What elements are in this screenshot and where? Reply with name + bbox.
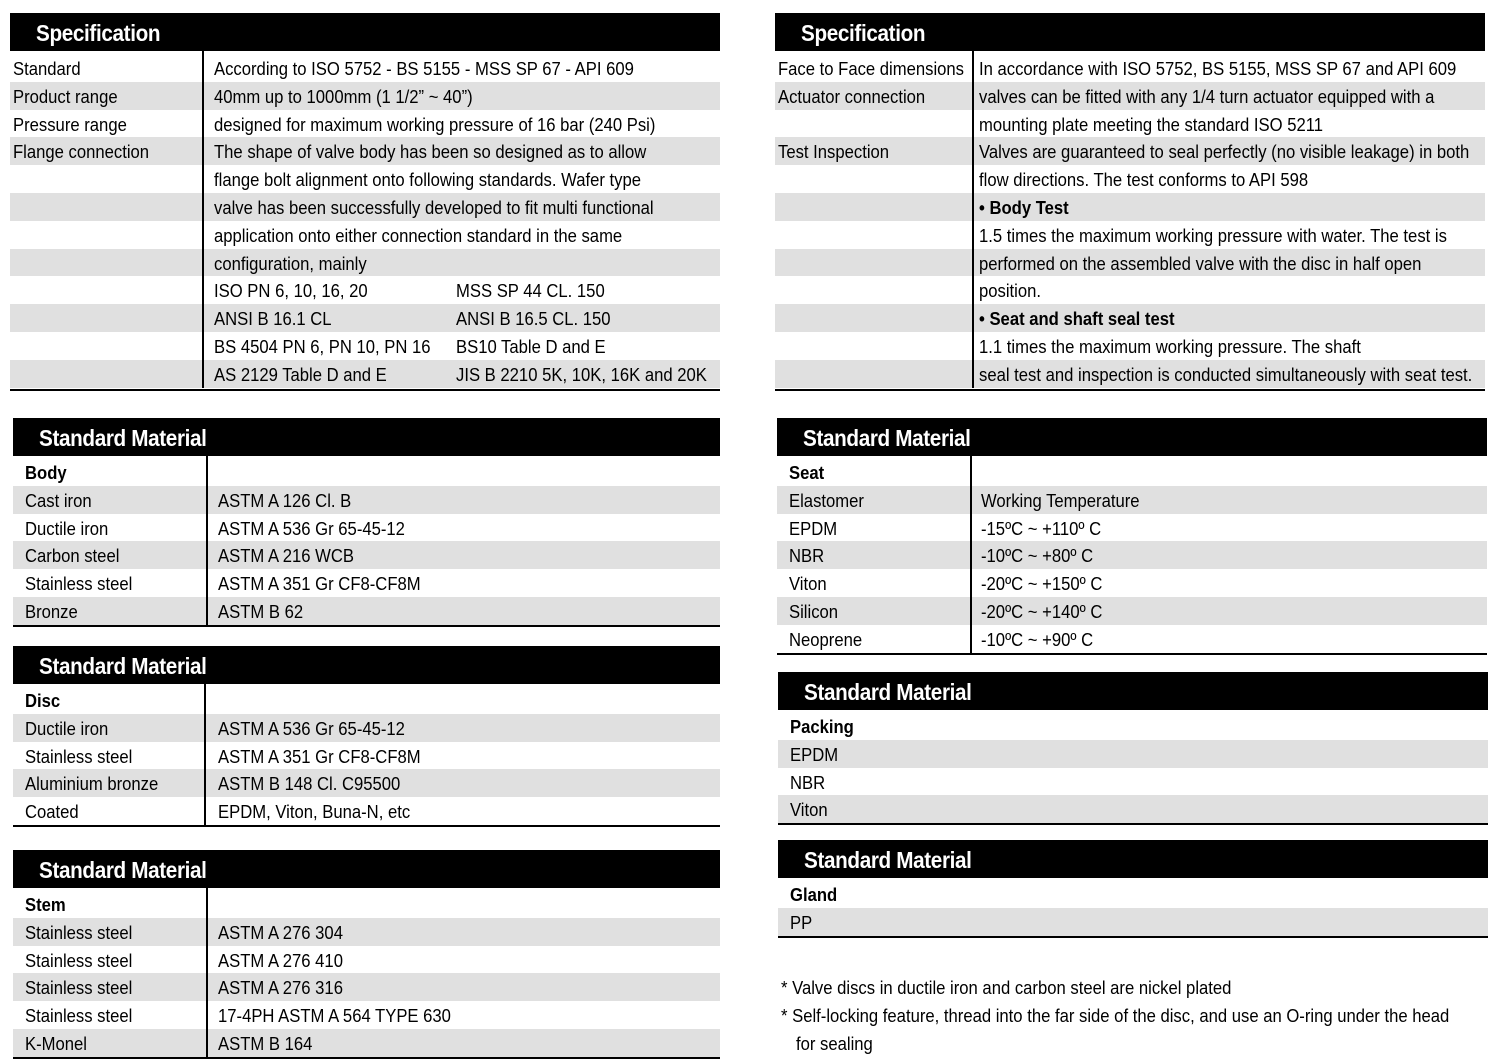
material-seat-title: Standard Material — [803, 425, 971, 451]
spec-right-row — [775, 276, 1485, 304]
material-body-title: Standard Material — [39, 425, 207, 451]
material-stem-header — [13, 850, 720, 888]
material-body-heading-row — [13, 458, 720, 486]
spec-left-header — [10, 13, 720, 51]
spec-right-row — [775, 82, 1485, 110]
material-seat-table — [777, 456, 1487, 655]
material-seat-row — [777, 597, 1487, 625]
spec-left-row — [10, 54, 720, 82]
material-disc-cell-0: Stainless steel — [25, 745, 133, 767]
spec-left-row — [10, 137, 720, 165]
material-seat-cell-0: Neoprene — [789, 628, 863, 650]
spec-left-row — [10, 110, 720, 138]
material-body-row — [13, 569, 720, 597]
material-packing-table — [778, 710, 1488, 825]
spec-right-row — [775, 332, 1485, 360]
spec-left-bottom-rule — [10, 389, 720, 391]
material-body-cell-1: ASTM A 351 Gr CF8-CF8M — [218, 573, 421, 595]
material-body-row — [13, 597, 720, 625]
spec-left-cell-2: MSS SP 44 CL. 150 — [456, 280, 605, 302]
material-disc-cell-1: EPDM, Viton, Buna-N, etc — [218, 801, 411, 823]
material-seat-row — [777, 486, 1487, 514]
material-stem-cell-0: Stainless steel — [25, 921, 133, 943]
material-stem-bottom-rule — [13, 1057, 720, 1059]
note-3: for sealing — [796, 1033, 873, 1054]
spec-left-row — [10, 193, 720, 221]
material-packing-cell-0: EPDM — [790, 743, 839, 765]
material-body-row — [13, 514, 720, 542]
material-disc-row — [13, 769, 720, 797]
material-seat-row — [777, 569, 1487, 597]
spec-left-cell-1: AS 2129 Table D and E — [214, 363, 387, 385]
spec-left-row — [10, 165, 720, 193]
material-packing-cell-0: Viton — [790, 799, 828, 821]
spec-right-row — [775, 193, 1485, 221]
material-gland-bottom-rule — [778, 936, 1488, 938]
material-packing-heading: Packing — [790, 716, 854, 737]
spec-left-row — [10, 249, 720, 277]
material-stem-title: Standard Material — [39, 857, 207, 883]
material-seat-cell-0: Elastomer — [789, 489, 864, 511]
material-stem-cell-0: Stainless steel — [25, 1005, 133, 1027]
note-1: * Valve discs in ductile iron and carbon steel are nickel plated — [781, 977, 1232, 998]
material-disc-row — [13, 742, 720, 770]
spec-left-row — [10, 304, 720, 332]
spec-right-table — [775, 51, 1485, 391]
material-seat-column-divider — [970, 455, 972, 653]
spec-right-cell-0: Actuator connection — [778, 85, 926, 107]
material-stem-section — [13, 850, 720, 1059]
material-stem-row — [13, 946, 720, 974]
spec-left-cell-0: Standard — [13, 58, 81, 79]
material-gland-cell-0: PP — [790, 911, 813, 933]
material-stem-cell-0: K-Monel — [25, 1032, 88, 1054]
spec-left-column-divider — [202, 50, 204, 388]
material-body-cell-0: Carbon steel — [25, 545, 120, 567]
material-body-table — [13, 456, 720, 627]
spec-right-row — [775, 360, 1485, 388]
spec-right-row — [775, 137, 1485, 165]
material-body-cell-1: ASTM A 216 WCB — [218, 545, 355, 567]
material-body-cell-0: Cast iron — [25, 489, 92, 511]
spec-left-cell-1: The shape of valve body has been so designed as to allow — [214, 141, 647, 163]
spec-right-cell-1: • Body Test — [979, 196, 1069, 218]
material-disc-cell-0: Coated — [25, 801, 79, 823]
spec-right-row — [775, 54, 1485, 82]
material-seat-cell-1: -20ºC ~ +140º C — [981, 600, 1103, 622]
spec-right-cell-0: Face to Face dimensions — [778, 58, 965, 79]
material-stem-cell-1: ASTM B 164 — [218, 1032, 313, 1054]
spec-right-row — [775, 249, 1485, 277]
material-gland-row — [778, 908, 1488, 936]
spec-left-cell-1: designed for maximum working pressure of 16 bar (240 Psi) — [214, 113, 656, 135]
material-body-bottom-rule — [13, 625, 720, 627]
material-body-row — [13, 486, 720, 514]
spec-right-cell-1: valves can be fitted with any 1/4 turn actuator equipped with a — [979, 85, 1435, 107]
material-stem-cell-0: Stainless steel — [25, 949, 133, 971]
spec-left-title: Specification — [36, 20, 161, 46]
spec-right-section — [775, 13, 1485, 391]
material-seat-cell-1: Working Temperature — [981, 489, 1140, 511]
material-disc-cell-1: ASTM A 351 Gr CF8-CF8M — [218, 745, 421, 767]
spec-left-cell-1: valve has been successfully developed to fit multi functional — [214, 196, 654, 218]
spec-left-cell-1: flange bolt alignment onto following standards. Wafer type — [214, 169, 641, 191]
material-body-cell-0: Stainless steel — [25, 573, 133, 595]
spec-left-cell-1: According to ISO 5752 - BS 5155 - MSS SP 67 - API 609 — [214, 58, 634, 79]
spec-right-cell-1: mounting plate meeting the standard ISO 5211 — [979, 113, 1324, 135]
spec-right-column-divider — [972, 50, 974, 388]
material-disc-title: Standard Material — [39, 653, 207, 679]
material-packing-header — [778, 672, 1488, 710]
spec-left-row — [10, 82, 720, 110]
material-stem-cell-1: 17-4PH ASTM A 564 TYPE 630 — [218, 1005, 451, 1027]
material-stem-heading: Stem — [25, 894, 66, 915]
material-stem-heading-row — [13, 890, 720, 918]
material-disc-heading-row — [13, 686, 720, 714]
material-disc-bottom-rule — [13, 825, 720, 827]
material-disc-cell-1: ASTM B 148 Cl. C95500 — [218, 773, 401, 795]
spec-right-cell-1: flow directions. The test conforms to API 598 — [979, 169, 1309, 191]
material-body-cell-1: ASTM B 62 — [218, 600, 304, 622]
spec-right-header — [775, 13, 1485, 51]
material-packing-cell-0: NBR — [790, 771, 826, 793]
material-packing-heading-row — [778, 712, 1488, 740]
material-disc-table — [13, 684, 720, 827]
material-packing-bottom-rule — [778, 823, 1488, 825]
spec-left-row — [10, 276, 720, 304]
material-stem-table — [13, 888, 720, 1059]
spec-left-cell-1: ANSI B 16.1 CL — [214, 308, 332, 330]
material-disc-heading: Disc — [25, 690, 61, 711]
material-packing-row — [778, 795, 1488, 823]
spec-right-cell-1: In accordance with ISO 5752, BS 5155, MSS SP 67 and API 609 — [979, 58, 1457, 79]
material-seat-bottom-rule — [777, 653, 1487, 655]
spec-right-row — [775, 165, 1485, 193]
material-seat-cell-1: -10ºC ~ +90º C — [981, 628, 1094, 650]
spec-right-cell-1: • Seat and shaft seal test — [979, 308, 1175, 330]
material-packing-row — [778, 740, 1488, 768]
material-seat-cell-0: NBR — [789, 545, 825, 567]
material-stem-cell-1: ASTM A 276 316 — [218, 977, 343, 999]
spec-left-cell-1: ISO PN 6, 10, 16, 20 — [214, 280, 368, 302]
material-disc-row — [13, 797, 720, 825]
material-gland-heading: Gland — [790, 884, 838, 905]
spec-right-bottom-rule — [775, 389, 1485, 391]
spec-right-cell-0: Test Inspection — [778, 141, 890, 163]
spec-left-row — [10, 221, 720, 249]
spec-left-cell-1: application onto either connection standard in the same — [214, 224, 623, 246]
spec-left-cell-0: Product range — [13, 85, 118, 107]
spec-left-table — [10, 51, 720, 391]
material-seat-heading-row — [777, 458, 1487, 486]
spec-left-cell-2: JIS B 2210 5K, 10K, 16K and 20K — [456, 363, 707, 385]
material-disc-cell-1: ASTM A 536 Gr 65-45-12 — [218, 717, 405, 739]
material-packing-title: Standard Material — [804, 679, 972, 705]
material-body-row — [13, 541, 720, 569]
material-stem-cell-1: ASTM A 276 304 — [218, 921, 343, 943]
material-seat-cell-1: -10ºC ~ +80º C — [981, 545, 1094, 567]
spec-right-title: Specification — [801, 20, 926, 46]
material-stem-row — [13, 918, 720, 946]
material-stem-row — [13, 1029, 720, 1057]
material-body-cell-0: Ductile iron — [25, 517, 109, 539]
material-body-column-divider — [206, 455, 208, 625]
note-2: * Self-locking feature, thread into the far side of the disc, and use an O-ring under the head — [781, 1005, 1450, 1026]
material-stem-row — [13, 973, 720, 1001]
spec-left-section — [10, 13, 720, 391]
spec-left-cell-1: BS 4504 PN 6, PN 10, PN 16 — [214, 335, 431, 357]
material-disc-cell-0: Ductile iron — [25, 717, 109, 739]
material-gland-table — [778, 878, 1488, 938]
material-seat-cell-1: -15ºC ~ +110º C — [981, 517, 1102, 539]
spec-left-cell-2: ANSI B 16.5 CL. 150 — [456, 308, 611, 330]
material-body-cell-1: ASTM A 126 Cl. B — [218, 489, 352, 511]
spec-right-row — [775, 221, 1485, 249]
spec-left-row — [10, 332, 720, 360]
material-body-section — [13, 418, 720, 627]
spec-right-cell-1: 1.1 times the maximum working pressure. The shaft — [979, 335, 1361, 357]
material-gland-title: Standard Material — [804, 847, 972, 873]
material-stem-cell-1: ASTM A 276 410 — [218, 949, 343, 971]
material-disc-row — [13, 714, 720, 742]
material-body-cell-0: Bronze — [25, 600, 78, 622]
spec-left-cell-0: Flange connection — [13, 141, 150, 163]
material-disc-cell-0: Aluminium bronze — [25, 773, 159, 795]
material-gland-heading-row — [778, 880, 1488, 908]
material-disc-header — [13, 646, 720, 684]
material-seat-row — [777, 541, 1487, 569]
spec-left-cell-0: Pressure range — [13, 113, 127, 135]
material-seat-row — [777, 514, 1487, 542]
spec-right-cell-1: performed on the assembled valve with the disc in half open — [979, 252, 1422, 274]
material-gland-section — [778, 840, 1488, 938]
spec-right-row — [775, 304, 1485, 332]
material-seat-cell-1: -20ºC ~ +150º C — [981, 573, 1103, 595]
spec-right-cell-1: Valves are guaranteed to seal perfectly (no visible leakage) in both — [979, 141, 1470, 163]
material-stem-cell-0: Stainless steel — [25, 977, 133, 999]
material-stem-column-divider — [206, 887, 208, 1057]
material-packing-row — [778, 768, 1488, 796]
material-seat-cell-0: Viton — [789, 573, 827, 595]
material-packing-section — [778, 672, 1488, 825]
spec-right-cell-1: seal test and inspection is conducted simultaneously with seat test. — [979, 363, 1473, 385]
spec-right-cell-1: 1.5 times the maximum working pressure with water. The test is — [979, 224, 1447, 246]
spec-right-row — [775, 110, 1485, 138]
spec-left-cell-1: configuration, mainly — [214, 252, 367, 274]
material-seat-row — [777, 625, 1487, 653]
spec-left-cell-2: BS10 Table D and E — [456, 335, 606, 357]
material-gland-header — [778, 840, 1488, 878]
spec-left-cell-1: 40mm up to 1000mm (1 1/2” ~ 40”) — [214, 85, 473, 107]
material-body-header — [13, 418, 720, 456]
material-seat-heading: Seat — [789, 462, 825, 483]
spec-left-row — [10, 360, 720, 388]
material-seat-header — [777, 418, 1487, 456]
spec-right-cell-1: position. — [979, 280, 1042, 302]
material-disc-section — [13, 646, 720, 827]
material-stem-row — [13, 1001, 720, 1029]
material-disc-column-divider — [204, 683, 206, 825]
material-seat-section — [777, 418, 1487, 655]
material-body-heading: Body — [25, 462, 67, 483]
material-seat-cell-0: EPDM — [789, 517, 838, 539]
material-body-cell-1: ASTM A 536 Gr 65-45-12 — [218, 517, 405, 539]
material-seat-cell-0: Silicon — [789, 600, 839, 622]
